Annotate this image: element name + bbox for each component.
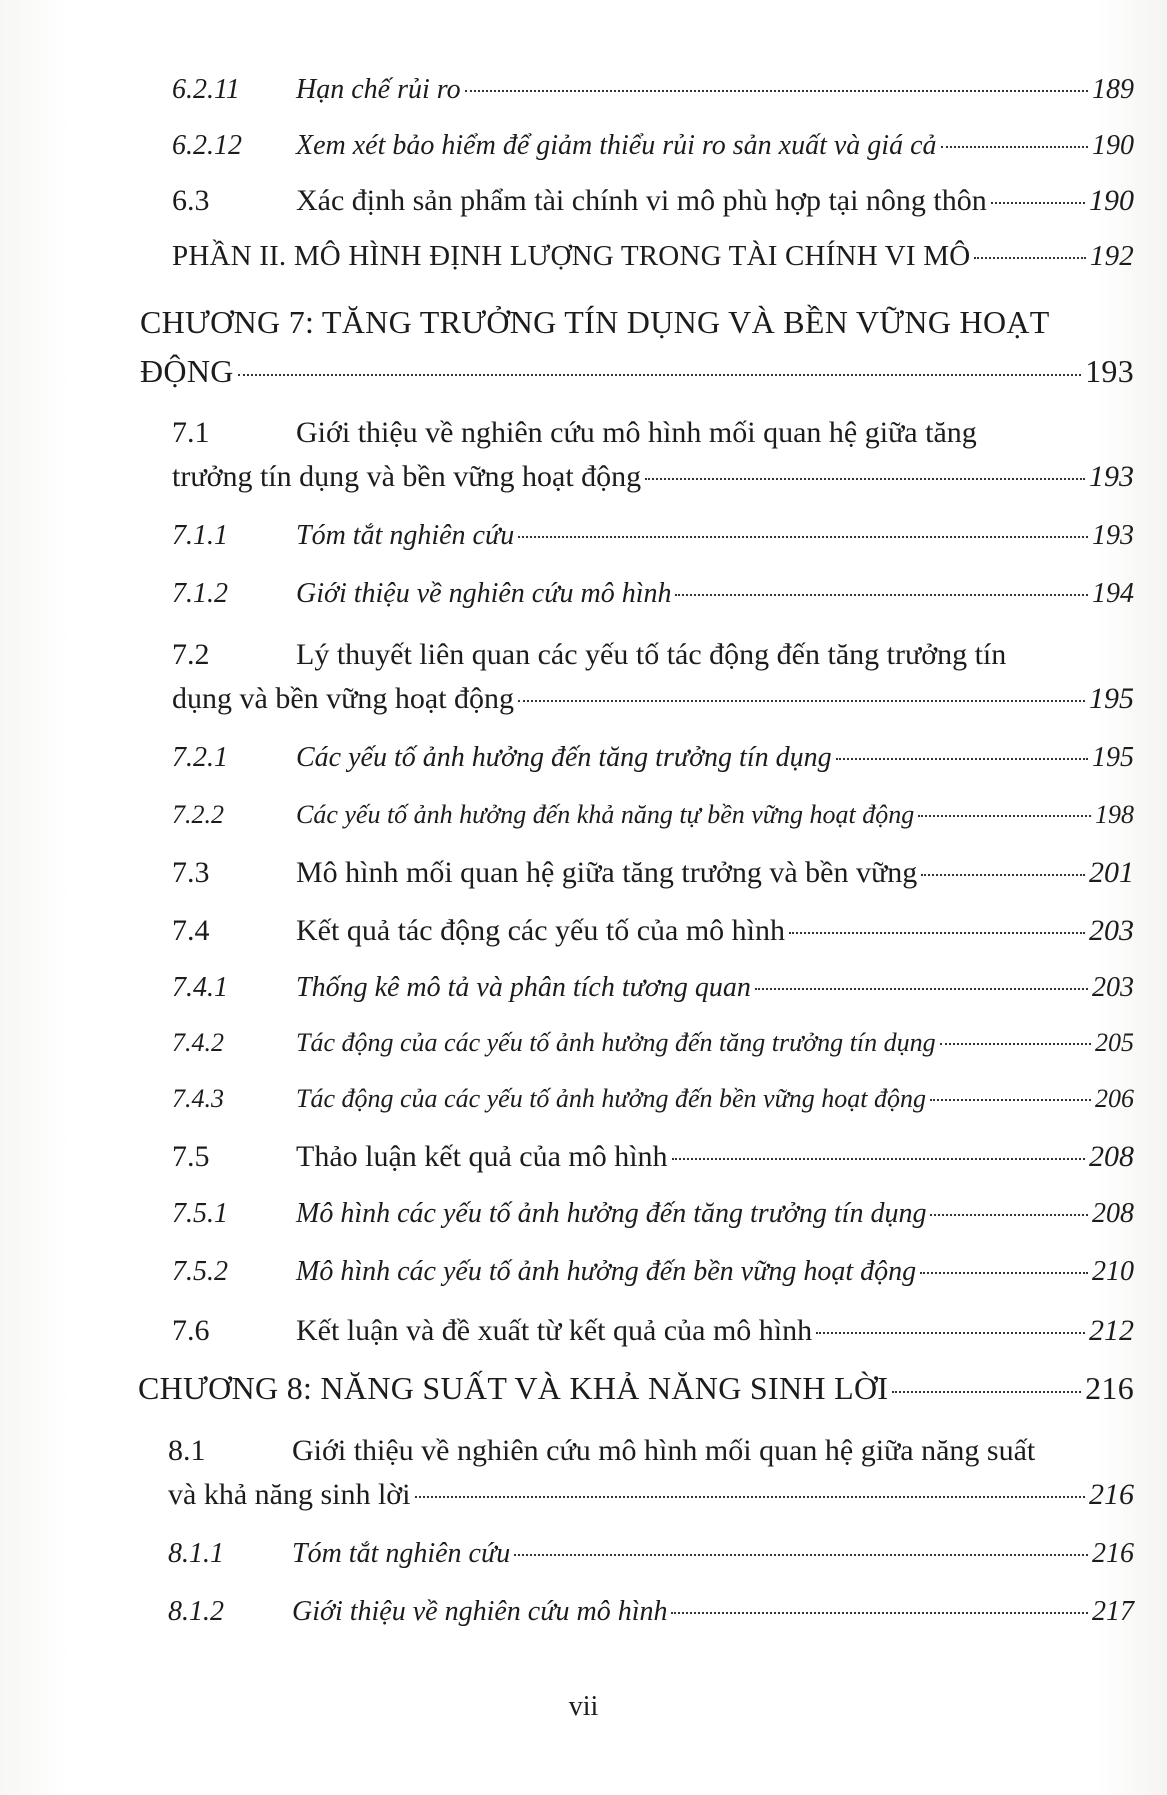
entry-title: Các yếu tố ảnh hưởng đến tăng trưởng tín dụng <box>296 742 832 773</box>
page-number: vii <box>568 1691 599 1722</box>
toc-chapter-8[interactable] <box>138 1370 1134 1407</box>
dot-leader <box>675 594 1088 596</box>
entry-page: 190 <box>1089 184 1134 217</box>
dot-leader <box>921 874 1085 876</box>
entry-number: 8.1.1 <box>168 1538 224 1569</box>
entry-page: 203 <box>1089 914 1134 947</box>
dot-leader <box>918 815 1091 817</box>
entry-page: 210 <box>1092 1256 1134 1287</box>
toc-entry-7-1-2[interactable] <box>172 578 1134 610</box>
dot-leader <box>789 932 1085 934</box>
entry-title: Tóm tắt nghiên cứu <box>296 520 515 551</box>
entry-number: 8.1.2 <box>168 1596 224 1627</box>
entry-number: 6.2.11 <box>172 74 240 105</box>
entry-number: 7.4.1 <box>172 972 228 1003</box>
entry-number: 7.2.1 <box>172 742 228 773</box>
dot-leader <box>930 1099 1091 1101</box>
entry-title: Tác động của các yếu tố ảnh hưởng đến tăng trưởng tín dụng <box>296 1028 936 1057</box>
entry-title: Giới thiệu về nghiên cứu mô hình <box>292 1596 668 1627</box>
entry-page: 193 <box>1085 353 1134 389</box>
entry-title: Xem xét bảo hiểm để giảm thiểu rủi ro sản xuất và giá cả <box>296 130 937 161</box>
toc-entry-7-5-2[interactable] <box>172 1256 1134 1288</box>
dot-leader <box>974 257 1086 259</box>
toc-entry-7-2-2[interactable] <box>172 800 1134 830</box>
toc-entry-7-4-1[interactable] <box>172 972 1134 1004</box>
chapter-title-line2: ĐỘNG <box>140 353 234 389</box>
entry-number: 7.3 <box>172 856 210 889</box>
toc-entry-7-5[interactable] <box>172 1140 1134 1174</box>
dot-leader <box>415 1496 1086 1498</box>
toc-entry-7-2-line1[interactable] <box>172 638 1006 672</box>
toc-entry-7-3[interactable] <box>172 856 1134 890</box>
entry-number: 7.4.3 <box>172 1084 224 1113</box>
entry-number: 8.1 <box>168 1434 206 1467</box>
chapter-title: CHƯƠNG 8: NĂNG SUẤT VÀ KHẢ NĂNG SINH LỜI <box>138 1370 889 1406</box>
entry-number: 6.3 <box>172 184 210 217</box>
entry-page: 193 <box>1092 520 1134 551</box>
toc-entry-6-2-12[interactable] <box>172 130 1134 162</box>
entry-title: Mô hình các yếu tố ảnh hưởng đến tăng trưởng tín dụng <box>296 1198 927 1229</box>
entry-page: 195 <box>1089 682 1134 715</box>
dot-leader <box>672 1158 1085 1160</box>
toc-entry-7-6[interactable] <box>172 1314 1134 1348</box>
entry-page: 216 <box>1092 1538 1134 1569</box>
chapter-7-title-line1[interactable]: CHƯƠNG 7: TĂNG TRƯỞNG TÍN DỤNG VÀ BỀN VỮNG HOẠT <box>140 304 1050 340</box>
dot-leader <box>671 1612 1088 1614</box>
entry-title-line1: Lý thuyết liên quan các yếu tố tác động đến tăng trưởng tín <box>296 638 1007 671</box>
entry-page: 192 <box>1089 240 1134 272</box>
dot-leader <box>465 90 1088 92</box>
dot-leader <box>920 1272 1088 1274</box>
entry-number: 7.5.2 <box>172 1256 228 1287</box>
entry-page: 190 <box>1092 130 1134 161</box>
entry-page: 217 <box>1092 1596 1134 1627</box>
toc-entry-6-2-11[interactable] <box>172 74 1134 106</box>
toc-entry-7-4-2[interactable] <box>172 1028 1134 1058</box>
toc-part-2[interactable] <box>172 240 1134 273</box>
entry-page: 208 <box>1092 1198 1134 1229</box>
toc-entry-7-2[interactable] <box>172 682 1134 716</box>
dot-leader <box>991 202 1085 204</box>
entry-page: 198 <box>1095 800 1134 829</box>
entry-page: 194 <box>1092 578 1134 609</box>
dot-leader <box>238 374 1081 376</box>
entry-title: Mô hình mối quan hệ giữa tăng trưởng và bền vững <box>296 856 918 889</box>
entry-title: Xác định sản phẩm tài chính vi mô phù hợp tại nông thôn <box>296 184 987 217</box>
entry-title: Tóm tắt nghiên cứu <box>292 1538 511 1569</box>
part-title: PHẦN II. MÔ HÌNH ĐỊNH LƯỢNG TRONG TÀI CHÍNH VI MÔ <box>172 240 971 272</box>
entry-page: 195 <box>1092 742 1134 773</box>
dot-leader <box>941 146 1089 148</box>
entry-page: 193 <box>1089 460 1134 493</box>
entry-title: Giới thiệu về nghiên cứu mô hình <box>296 578 672 609</box>
toc-chapter-7[interactable] <box>140 353 1134 390</box>
entry-page: 216 <box>1089 1478 1134 1511</box>
entry-number: 6.2.12 <box>172 130 242 161</box>
entry-title-line2: dụng và bền vững hoạt động <box>172 682 515 715</box>
toc-entry-7-1-line1[interactable] <box>172 416 977 450</box>
entry-title: Các yếu tố ảnh hưởng đến khả năng tự bền vững hoạt động <box>296 800 915 829</box>
entry-page: 189 <box>1092 74 1134 105</box>
dot-leader <box>645 478 1085 480</box>
dot-leader <box>892 1391 1081 1393</box>
entry-number: 7.5 <box>172 1140 210 1173</box>
entry-number: 7.6 <box>172 1314 210 1347</box>
entry-number: 7.2.2 <box>172 800 224 829</box>
entry-title: Mô hình các yếu tố ảnh hưởng đến bền vững hoạt động <box>296 1256 917 1287</box>
entry-number: 7.1 <box>172 416 210 449</box>
entry-title-line1: Giới thiệu về nghiên cứu mô hình mối quan hệ giữa năng suất <box>292 1434 1036 1467</box>
entry-title: Thảo luận kết quả của mô hình <box>296 1140 668 1173</box>
entry-page: 206 <box>1095 1084 1134 1113</box>
entry-page: 208 <box>1089 1140 1134 1173</box>
entry-page: 201 <box>1089 856 1134 889</box>
toc-entry-7-2-1[interactable] <box>172 742 1134 774</box>
dot-leader <box>930 1214 1088 1216</box>
toc-entry-7-1[interactable] <box>172 460 1134 494</box>
toc-entry-8-1-line1[interactable] <box>168 1434 1035 1468</box>
toc-entry-8-1-2[interactable] <box>168 1596 1134 1628</box>
entry-title: Kết luận và đề xuất từ kết quả của mô hình <box>296 1314 813 1347</box>
toc-entry-7-1-1[interactable] <box>172 520 1134 552</box>
dot-leader <box>518 700 1085 702</box>
entry-page: 216 <box>1085 1370 1134 1406</box>
entry-number: 7.5.1 <box>172 1198 228 1229</box>
entry-title-line1: Giới thiệu về nghiên cứu mô hình mối quan hệ giữa tăng <box>296 416 977 449</box>
dot-leader <box>940 1043 1091 1045</box>
dot-leader <box>836 758 1088 760</box>
toc-entry-7-4[interactable] <box>172 914 1134 948</box>
toc-entry-8-1[interactable] <box>168 1478 1134 1512</box>
toc-entry-6-3[interactable] <box>172 184 1134 218</box>
entry-title: Hạn chế rủi ro <box>296 74 461 105</box>
entry-title: Thống kê mô tả và phân tích tương quan <box>296 972 751 1003</box>
entry-number: 7.2 <box>172 638 210 671</box>
entry-title: Kết quả tác động các yếu tố của mô hình <box>296 914 785 947</box>
toc-entry-7-4-3[interactable] <box>172 1084 1134 1114</box>
entry-number: 7.1.2 <box>172 578 228 609</box>
entry-number: 7.1.1 <box>172 520 228 551</box>
dot-leader <box>514 1554 1088 1556</box>
entry-number: 7.4 <box>172 914 210 947</box>
dot-leader <box>816 1332 1085 1334</box>
toc-entry-8-1-1[interactable] <box>168 1538 1134 1570</box>
entry-title-line2: và khả năng sinh lời <box>168 1478 411 1511</box>
toc-entry-7-5-1[interactable] <box>172 1198 1134 1230</box>
entry-page: 212 <box>1089 1314 1134 1347</box>
entry-title-line2: trưởng tín dụng và bền vững hoạt động <box>172 460 642 493</box>
entry-page: 203 <box>1092 972 1134 1003</box>
entry-number: 7.4.2 <box>172 1028 224 1057</box>
dot-leader <box>755 988 1088 990</box>
entry-title: Tác động của các yếu tố ảnh hưởng đến bền vững hoạt động <box>296 1084 927 1113</box>
dot-leader <box>518 536 1088 538</box>
entry-page: 205 <box>1095 1028 1134 1057</box>
